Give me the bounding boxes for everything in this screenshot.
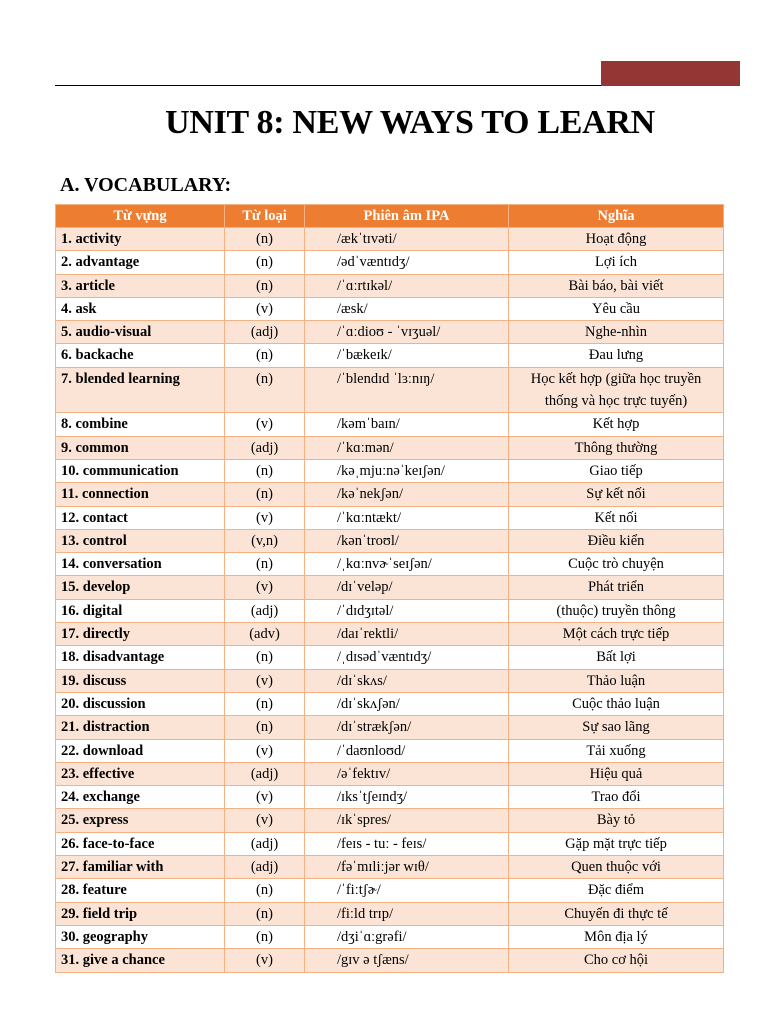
section-heading: A. VOCABULARY: — [60, 174, 232, 196]
vocab-word: 29. field trip — [56, 902, 225, 925]
part-of-speech: (v) — [225, 576, 305, 599]
ipa-transcription: /æsk/ — [305, 297, 509, 320]
part-of-speech: (adj) — [225, 832, 305, 855]
ipa-transcription: /ˈblendɪd ˈlɜːnɪŋ/ — [305, 367, 509, 413]
meaning: Kết nối — [509, 506, 724, 529]
vocab-word: 20. discussion — [56, 692, 225, 715]
page-title: UNIT 8: NEW WAYS TO LEARN — [165, 104, 655, 141]
vocab-word: 26. face-to-face — [56, 832, 225, 855]
vocab-word: 25. express — [56, 809, 225, 832]
ipa-transcription: /ɪkˈspres/ — [305, 809, 509, 832]
part-of-speech: (adj) — [225, 436, 305, 459]
vocab-word: 18. disadvantage — [56, 646, 225, 669]
part-of-speech: (adj) — [225, 762, 305, 785]
ipa-transcription: /fiːld trɪp/ — [305, 902, 509, 925]
column-header-word: Từ vựng — [56, 205, 225, 228]
vocab-word: 21. distraction — [56, 716, 225, 739]
meaning: Điều kiển — [509, 529, 724, 552]
meaning: Tải xuống — [509, 739, 724, 762]
ipa-transcription: /kəˌmjuːnəˈkeɪʃən/ — [305, 459, 509, 482]
vocab-word: 22. download — [56, 739, 225, 762]
table-row — [56, 321, 724, 344]
part-of-speech: (n) — [225, 692, 305, 715]
table-row — [56, 251, 724, 274]
part-of-speech: (adj) — [225, 321, 305, 344]
table-row — [56, 228, 724, 251]
part-of-speech: (adv) — [225, 623, 305, 646]
vocab-word: 27. familiar with — [56, 856, 225, 879]
meaning: Học kết hợp (giữa học truyền thống và học trực tuyến) — [509, 367, 724, 413]
part-of-speech: (n) — [225, 459, 305, 482]
part-of-speech: (v) — [225, 413, 305, 436]
vocab-word: 3. article — [56, 274, 225, 297]
table-row — [56, 646, 724, 669]
table-row — [56, 762, 724, 785]
table-row — [56, 297, 724, 320]
ipa-transcription: /ˈkɑːmən/ — [305, 436, 509, 459]
table-row — [56, 506, 724, 529]
vocab-word: 31. give a chance — [56, 949, 225, 972]
part-of-speech: (adj) — [225, 599, 305, 622]
meaning: Một cách trực tiếp — [509, 623, 724, 646]
ipa-transcription: /ədˈvæntɪdʒ/ — [305, 251, 509, 274]
meaning: Chuyến đi thực tế — [509, 902, 724, 925]
part-of-speech: (n) — [225, 925, 305, 948]
meaning: Bài báo, bài viết — [509, 274, 724, 297]
ipa-transcription: /fəˈmɪliːjər wɪθ/ — [305, 856, 509, 879]
table-row — [56, 809, 724, 832]
ipa-transcription: /ˈɑːrtɪkəl/ — [305, 274, 509, 297]
table-row — [56, 274, 724, 297]
vocab-word: 17. directly — [56, 623, 225, 646]
header-accent-block — [601, 61, 740, 86]
column-header-ipa: Phiên âm IPA — [305, 205, 509, 228]
vocab-word: 24. exchange — [56, 786, 225, 809]
table-row — [56, 925, 724, 948]
table-row — [56, 436, 724, 459]
vocab-word: 16. digital — [56, 599, 225, 622]
vocab-word: 2. advantage — [56, 251, 225, 274]
meaning: Môn địa lý — [509, 925, 724, 948]
meaning: Nghe-nhìn — [509, 321, 724, 344]
ipa-transcription: /ˈkɑːntækt/ — [305, 506, 509, 529]
ipa-transcription: /ˈɑːdioʊ - ˈvɪʒuəl/ — [305, 321, 509, 344]
ipa-transcription: /ˌdɪsədˈvæntɪdʒ/ — [305, 646, 509, 669]
ipa-transcription: /daɪˈrektli/ — [305, 623, 509, 646]
ipa-transcription: /ækˈtɪvəti/ — [305, 228, 509, 251]
part-of-speech: (n) — [225, 274, 305, 297]
header-rule — [55, 85, 601, 86]
vocab-word: 14. conversation — [56, 553, 225, 576]
meaning: Lợi ích — [509, 251, 724, 274]
part-of-speech: (v) — [225, 297, 305, 320]
ipa-transcription: /gɪv ə tʃæns/ — [305, 949, 509, 972]
ipa-transcription: /kəmˈbaɪn/ — [305, 413, 509, 436]
meaning: Cho cơ hội — [509, 949, 724, 972]
vocab-word: 5. audio-visual — [56, 321, 225, 344]
meaning: Sự kết nối — [509, 483, 724, 506]
part-of-speech: (v) — [225, 739, 305, 762]
table-row — [56, 692, 724, 715]
ipa-transcription: /əˈfektɪv/ — [305, 762, 509, 785]
part-of-speech: (n) — [225, 646, 305, 669]
ipa-transcription: /ɪksˈtʃeɪndʒ/ — [305, 786, 509, 809]
part-of-speech: (v) — [225, 809, 305, 832]
part-of-speech: (n) — [225, 879, 305, 902]
column-header-part-of-speech: Từ loại — [225, 205, 305, 228]
meaning: Đau lưng — [509, 344, 724, 367]
table-row — [56, 413, 724, 436]
table-row — [56, 529, 724, 552]
meaning: Hoạt động — [509, 228, 724, 251]
ipa-transcription: /dʒiˈɑːgrəfi/ — [305, 925, 509, 948]
vocabulary-table-body — [56, 228, 724, 973]
table-row — [56, 623, 724, 646]
table-row — [56, 459, 724, 482]
table-row — [56, 599, 724, 622]
part-of-speech: (v) — [225, 786, 305, 809]
part-of-speech: (v) — [225, 949, 305, 972]
meaning: Sự sao lãng — [509, 716, 724, 739]
table-row — [56, 856, 724, 879]
table-row — [56, 553, 724, 576]
table-header-row — [56, 205, 724, 228]
part-of-speech: (v,n) — [225, 529, 305, 552]
part-of-speech: (v) — [225, 669, 305, 692]
meaning: Bày tỏ — [509, 809, 724, 832]
ipa-transcription: /dɪˈstrækʃən/ — [305, 716, 509, 739]
vocab-word: 15. develop — [56, 576, 225, 599]
vocab-word: 23. effective — [56, 762, 225, 785]
part-of-speech: (n) — [225, 902, 305, 925]
table-row — [56, 879, 724, 902]
part-of-speech: (n) — [225, 483, 305, 506]
table-row — [56, 902, 724, 925]
part-of-speech: (n) — [225, 251, 305, 274]
meaning: Thảo luận — [509, 669, 724, 692]
part-of-speech: (n) — [225, 228, 305, 251]
table-row — [56, 344, 724, 367]
meaning: Kết hợp — [509, 413, 724, 436]
column-header-meaning: Nghĩa — [509, 205, 724, 228]
meaning: Giao tiếp — [509, 459, 724, 482]
vocabulary-table — [55, 204, 724, 973]
table-row — [56, 786, 724, 809]
meaning: Yêu cầu — [509, 297, 724, 320]
ipa-transcription: /kənˈtroʊl/ — [305, 529, 509, 552]
table-row — [56, 483, 724, 506]
vocab-word: 12. contact — [56, 506, 225, 529]
part-of-speech: (adj) — [225, 856, 305, 879]
vocab-word: 30. geography — [56, 925, 225, 948]
ipa-transcription: /ˈfiːtʃɚ/ — [305, 879, 509, 902]
ipa-transcription: /ˈdaʊnloʊd/ — [305, 739, 509, 762]
meaning: Quen thuộc với — [509, 856, 724, 879]
part-of-speech: (v) — [225, 506, 305, 529]
table-row — [56, 716, 724, 739]
ipa-transcription: /ˈdɪdʒɪtəl/ — [305, 599, 509, 622]
ipa-transcription: /dɪˈskʌs/ — [305, 669, 509, 692]
vocab-word: 1. activity — [56, 228, 225, 251]
ipa-transcription: /feɪs - tuː - feɪs/ — [305, 832, 509, 855]
ipa-transcription: /dɪˈskʌʃən/ — [305, 692, 509, 715]
meaning: Hiệu quả — [509, 762, 724, 785]
table-row — [56, 669, 724, 692]
table-row — [56, 367, 724, 413]
meaning: Cuộc trò chuyện — [509, 553, 724, 576]
table-row — [56, 739, 724, 762]
vocab-word: 7. blended learning — [56, 367, 225, 413]
meaning: Thông thường — [509, 436, 724, 459]
table-row — [56, 949, 724, 972]
part-of-speech: (n) — [225, 553, 305, 576]
vocab-word: 8. combine — [56, 413, 225, 436]
meaning: Bất lợi — [509, 646, 724, 669]
ipa-transcription: /ˌkɑːnvɚˈseɪʃən/ — [305, 553, 509, 576]
part-of-speech: (n) — [225, 367, 305, 413]
ipa-transcription: /ˈbækeɪk/ — [305, 344, 509, 367]
vocab-word: 28. feature — [56, 879, 225, 902]
table-row — [56, 832, 724, 855]
vocab-word: 4. ask — [56, 297, 225, 320]
meaning: Trao đổi — [509, 786, 724, 809]
part-of-speech: (n) — [225, 344, 305, 367]
vocab-word: 19. discuss — [56, 669, 225, 692]
vocab-word: 9. common — [56, 436, 225, 459]
meaning: Gặp mặt trực tiếp — [509, 832, 724, 855]
vocab-word: 6. backache — [56, 344, 225, 367]
ipa-transcription: /kəˈnekʃən/ — [305, 483, 509, 506]
table-row — [56, 576, 724, 599]
meaning: (thuộc) truyền thông — [509, 599, 724, 622]
vocab-word: 11. connection — [56, 483, 225, 506]
vocab-word: 10. communication — [56, 459, 225, 482]
meaning: Đặc điểm — [509, 879, 724, 902]
meaning: Cuộc thảo luận — [509, 692, 724, 715]
ipa-transcription: /dɪˈveləp/ — [305, 576, 509, 599]
part-of-speech: (n) — [225, 716, 305, 739]
vocab-word: 13. control — [56, 529, 225, 552]
meaning: Phát triển — [509, 576, 724, 599]
